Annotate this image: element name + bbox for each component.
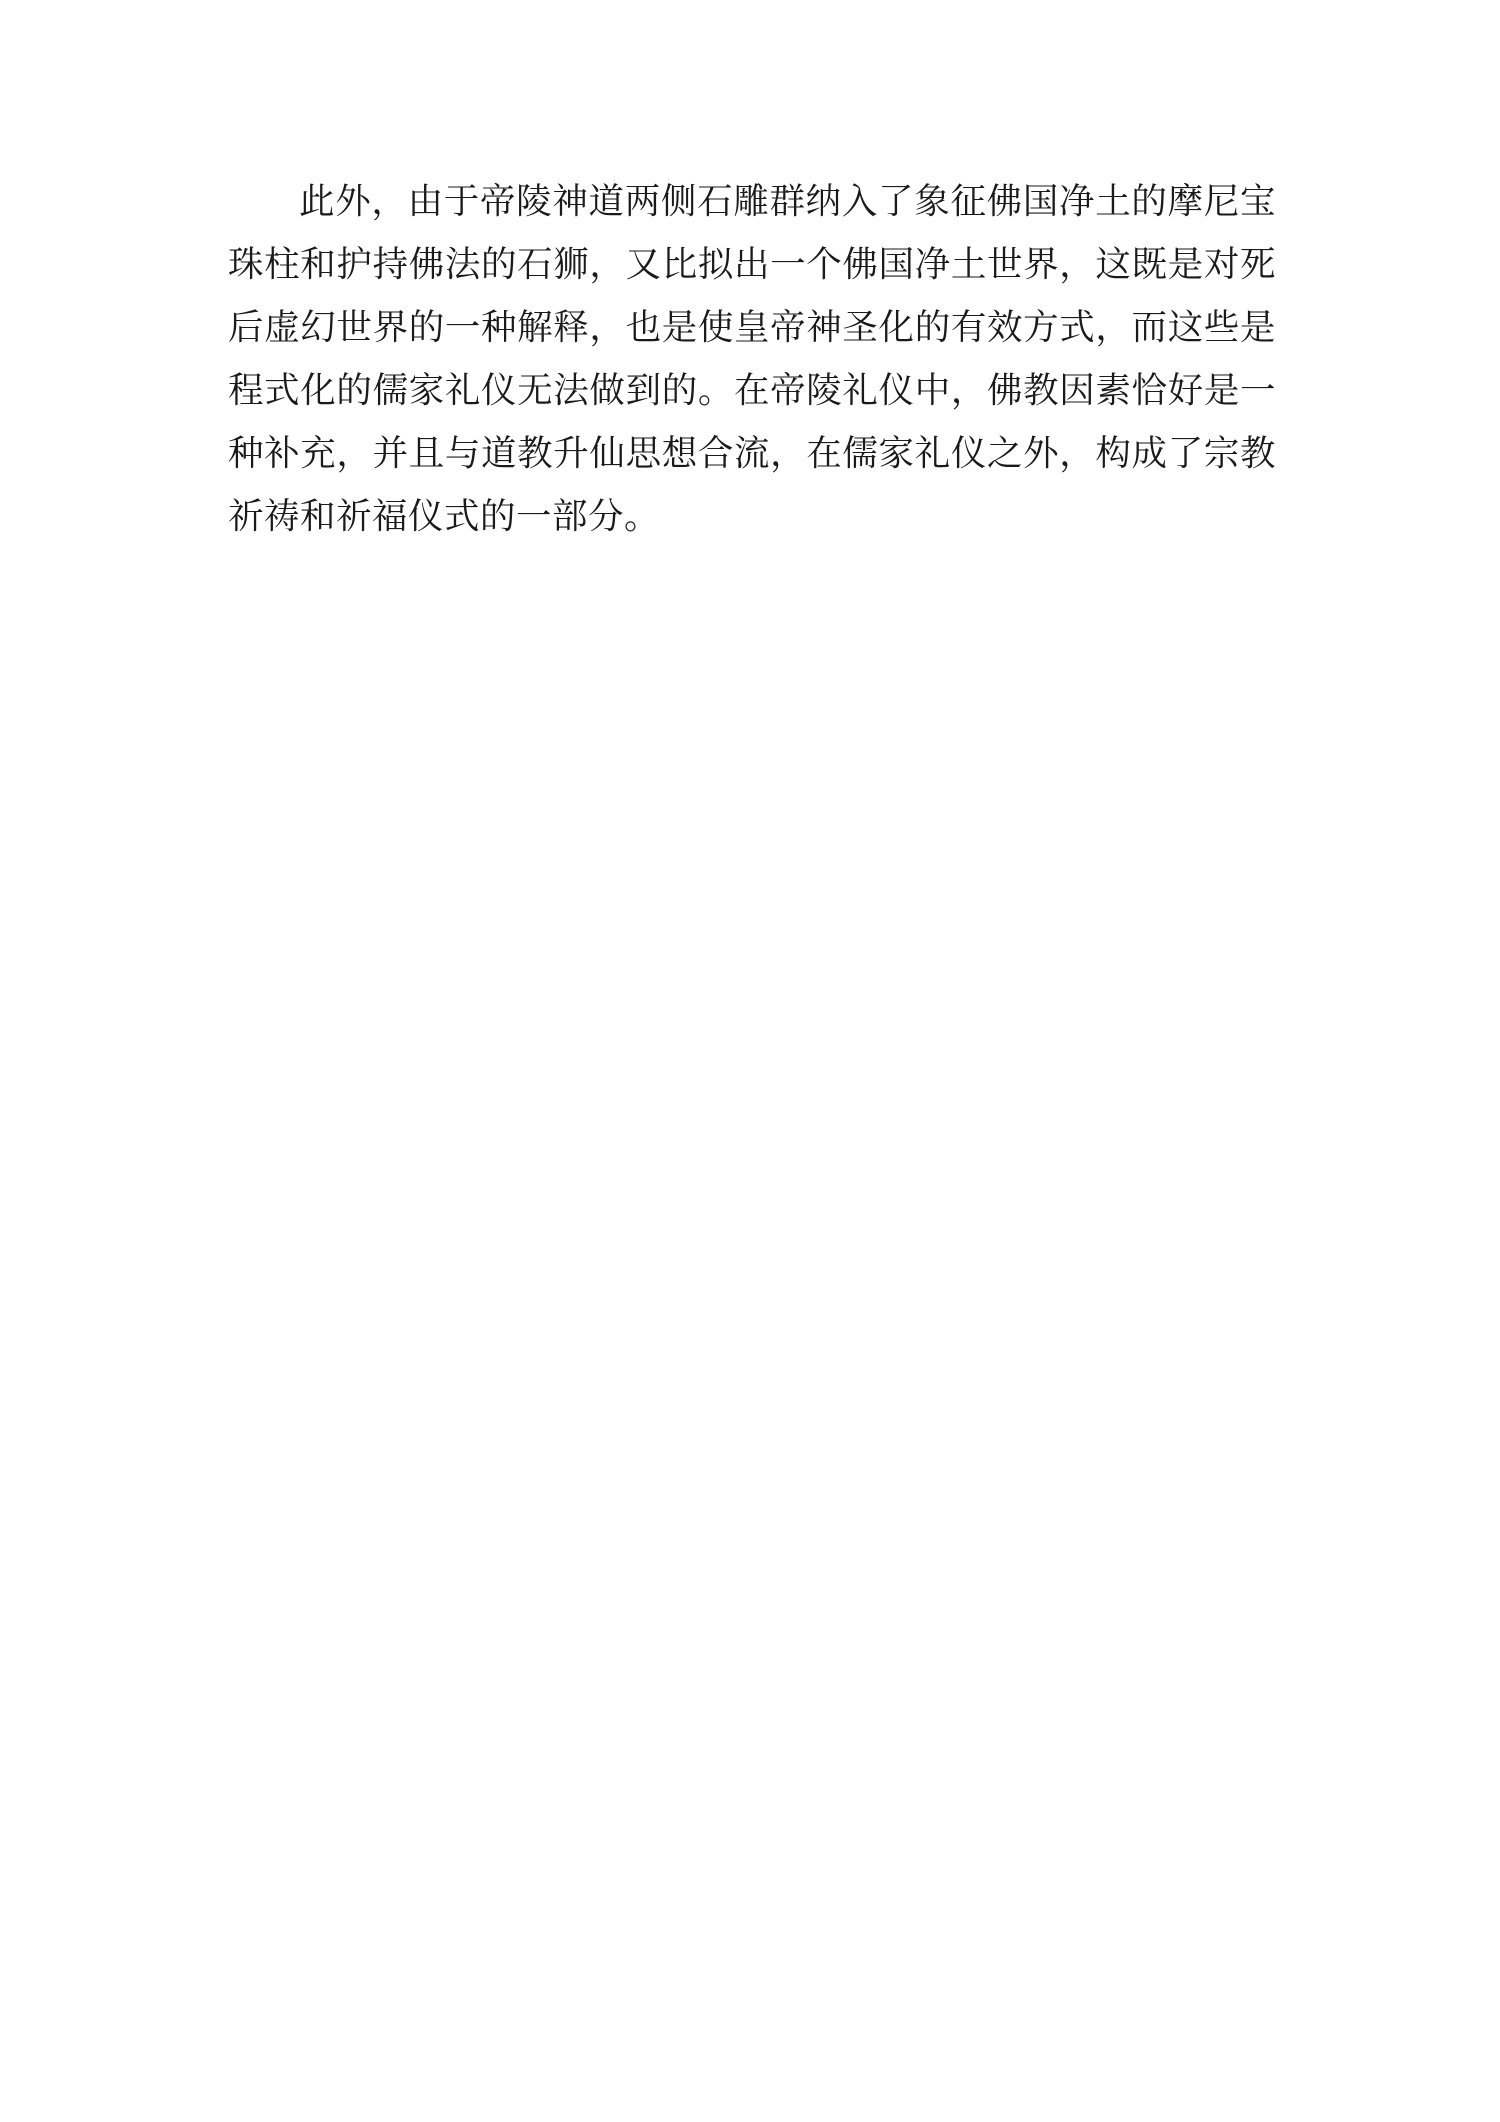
page-content [228,170,1276,548]
body-paragraph: 此外，由于帝陵神道两侧石雕群纳入了象征佛国净土的摩尼宝珠柱和护持佛法的石狮，又比拟出一个佛国净土世界，这既是对死后虚幻世界的一种解释，也是使皇帝神圣化的有效方式，而这些是程式化的儒家礼仪无法做到的。在帝陵礼仪中，佛教因素恰好是一种补充，并且与道教升仙思想合流，在儒家礼仪之外，构成了宗教祈祷和祈福仪式的一部分。 [228,181,1276,537]
